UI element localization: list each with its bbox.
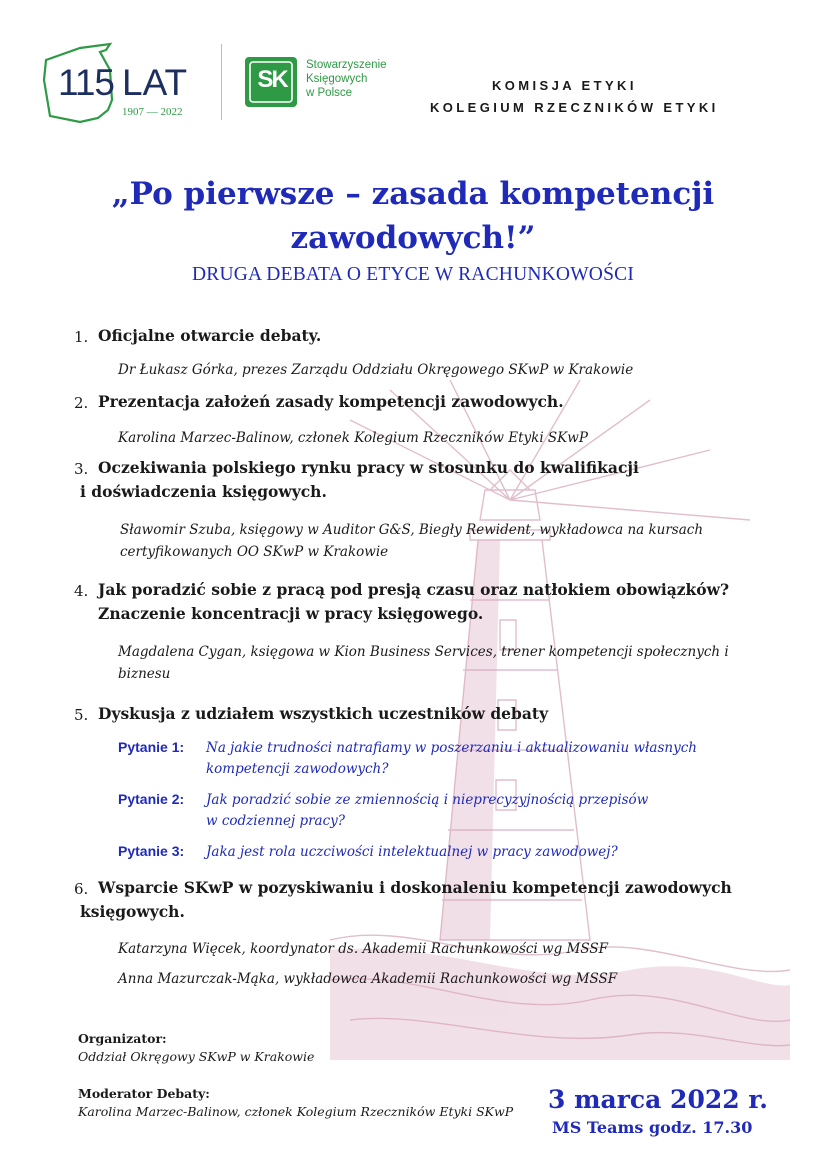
header-divider [221, 44, 222, 120]
question-text-line1: Na jakie trudności natrafiamy w poszerzaniu i aktualizowaniu własnych [206, 740, 697, 756]
item-speaker: Dr Łukasz Górka, prezes Zarządu Oddziału Okręgowego SKwP w Krakowie [118, 362, 634, 378]
item-speaker-line1: Sławomir Szuba, księgowy w Auditor G&S, Biegły Rewident, wykładowca na kursach [120, 522, 704, 538]
association-line2: Księgowych [306, 73, 368, 85]
org-line1: KOMISJA ETYKI [492, 78, 637, 93]
item-title-line1: Oczekiwania polskiego rynku pracy w stosunku do kwalifikacji [98, 458, 639, 477]
question-label: Pytanie 1: [118, 739, 185, 755]
association-line3: w Polsce [306, 87, 353, 99]
title-line1: „Po pierwsze – zasada kompetencji [111, 176, 715, 212]
item-title-line1: Jak poradzić sobie z pracą pod presją czasu oraz natłokiem obowiązków? [98, 580, 730, 599]
item-title-line2: Znaczenie koncentracji w pracy księgowego. [98, 604, 484, 623]
item-title-line2: i doświadczenia księgowych. [80, 482, 327, 501]
moderator-label: Moderator Debaty: [78, 1086, 210, 1101]
organizer-label: Organizator: [78, 1031, 167, 1046]
item-speaker-line1: Magdalena Cygan, księgowa w Kion Business Services, trener kompetencji społecznych i [118, 644, 729, 660]
item-number: 4. [74, 582, 89, 600]
item-number: 1. [74, 328, 89, 346]
item-number: 3. [74, 460, 89, 478]
skwp-logo-letters: SK [257, 66, 287, 93]
event-platform-time: MS Teams godz. 17.30 [552, 1118, 753, 1137]
item-title: Prezentacja założeń zasady kompetencji zawodowych. [98, 392, 564, 411]
event-date: 3 marca 2022 r. [548, 1085, 768, 1114]
title-line2: zawodowych!” [290, 220, 536, 256]
anniversary-years: 1907 — 2022 [122, 106, 183, 118]
question-text-line2: kompetencji zawodowych? [206, 761, 389, 777]
anniversary-word: LAT [122, 62, 188, 103]
item-title: Oficjalne otwarcie debaty. [98, 326, 322, 345]
item-title: Dyskusja z udziałem wszystkich uczestników debaty [98, 704, 549, 723]
item-number: 2. [74, 394, 89, 412]
association-name [306, 58, 387, 100]
question-text-line2: w codziennej pracy? [206, 813, 346, 829]
anniversary-number: 115 [58, 62, 114, 103]
organization-header [430, 75, 800, 119]
question-text-line1: Jaka jest rola uczciwości intelektualnej w pracy zawodowej? [206, 844, 618, 860]
question-text-line1: Jak poradzić sobie ze zmiennością i nieprecyzyjnością przepisów [206, 792, 649, 808]
item-speaker-1: Katarzyna Więcek, koordynator ds. Akademii Rachunkowości wg MSSF [118, 941, 608, 957]
item-speaker-line2: certyfikowanych OO SKwP w Krakowie [120, 544, 389, 560]
organizer-value: Oddział Okręgowy SKwP w Krakowie [78, 1049, 315, 1064]
question-label: Pytanie 2: [118, 791, 185, 807]
org-line2: KOLEGIUM RZECZNIKÓW ETYKI [430, 100, 719, 115]
page-subtitle: DRUGA DEBATA O ETYCE W RACHUNKOWOŚCI [191, 264, 635, 285]
item-speaker-line2: biznesu [118, 666, 171, 682]
item-number: 6. [74, 880, 89, 898]
item-speaker-2: Anna Mazurczak-Mąka, wykładowca Akademii Rachunkowości wg MSSF [118, 971, 618, 987]
item-title-line1: Wsparcie SKwP w pozyskiwaniu i doskonaleniu kompetencji zawodowych [98, 878, 732, 897]
moderator-value: Karolina Marzec-Balinow, członek Kolegium Rzeczników Etyki SKwP [78, 1104, 514, 1119]
item-title-line2: księgowych. [80, 902, 185, 921]
question-label: Pytanie 3: [118, 843, 185, 859]
page-title [40, 172, 786, 260]
item-number: 5. [74, 706, 89, 724]
association-line1: Stowarzyszenie [306, 59, 387, 71]
item-speaker: Karolina Marzec-Balinow, członek Kolegium Rzeczników Etyki SKwP [118, 430, 588, 446]
